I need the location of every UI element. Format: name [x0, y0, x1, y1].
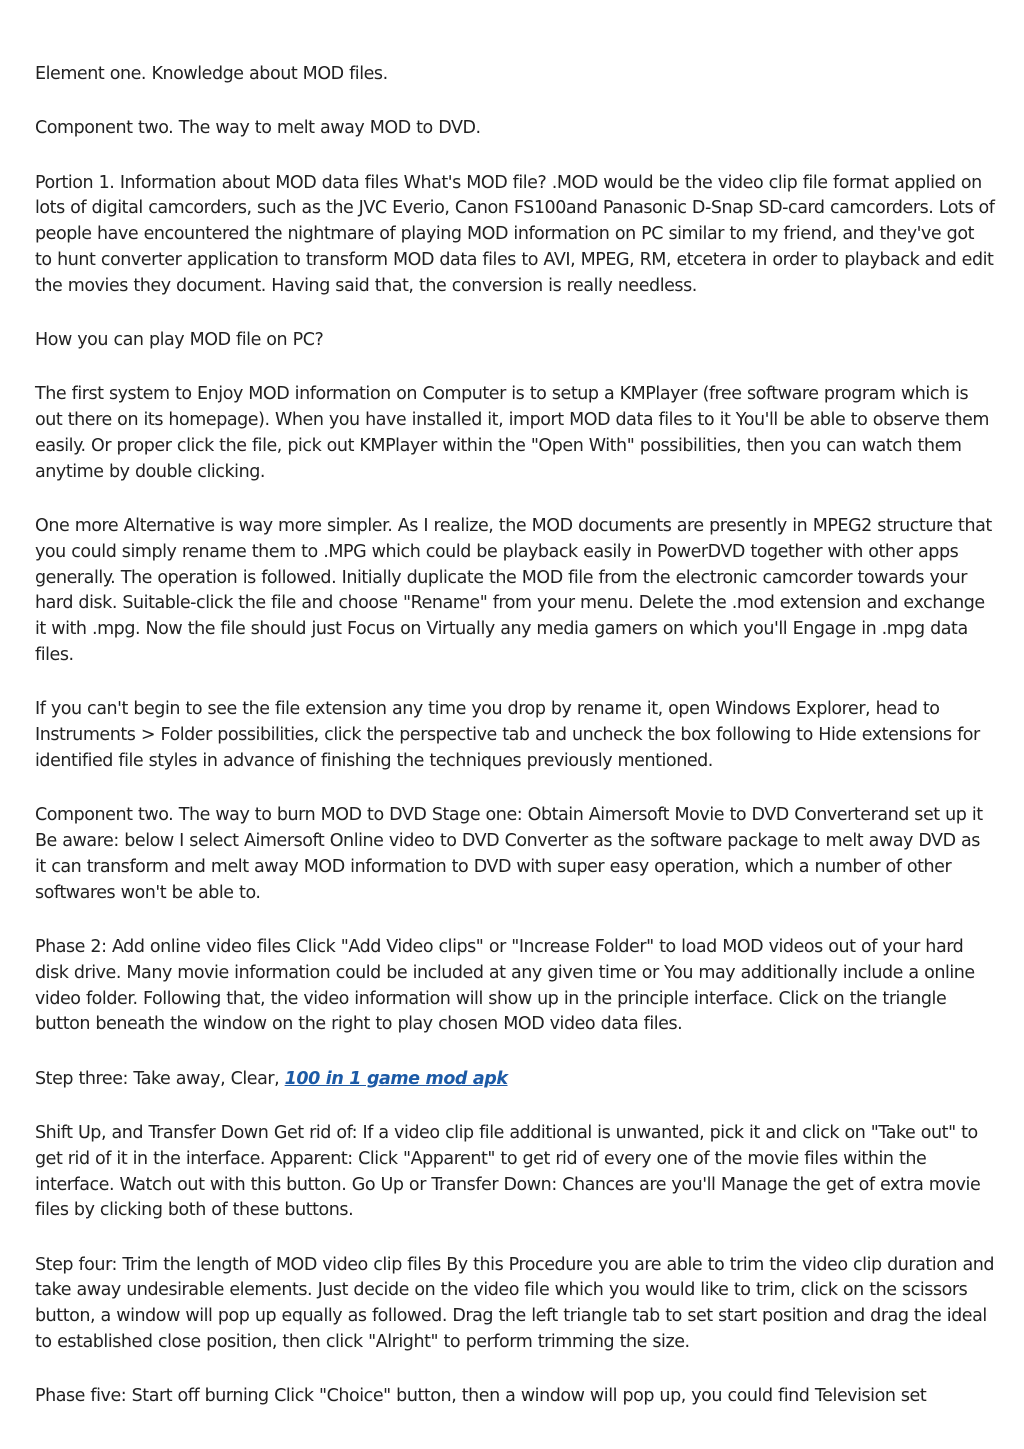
paragraph-step-three — [35, 1067, 995, 1093]
paragraph-component-two-heading: Component two. The way to melt away MOD to DVD. — [35, 118, 481, 139]
paragraph-element-one: Element one. Knowledge about MOD files. — [35, 64, 388, 84]
paragraph-phase-five: Phase five: Start off burning Click "Choice" button, then a window will pop up, you could find Television set — [35, 1386, 927, 1407]
paragraph-alternative: One more Alternative is way more simpler. As I realize, the MOD documents are presently in MPEG2 structure that you could simply rename them to .MPG which could be playback easily in PowerDVD together with other apps generally. The operation is followed. Initially duplicate the MOD file from the electronic camcorder towards your hard disk. Suitable-click the file and choose "Rename" from your menu. Delete the .mod extension and exchange it with .mpg. Now the file should just Focus on Virtually any media gamers on which you'll Engage in .mpg data files. — [35, 516, 992, 666]
document-page — [35, 62, 995, 1439]
paragraph-portion-one: Portion 1. Information about MOD data files What's MOD file? .MOD would be the video clip file format applied on lots of digital camcorders, such as the JVC Everio, Canon FS100and Panasonic D-Snap SD-card camcorders. Lots of people have encountered the nightmare of playing MOD information on PC similar to my friend, and they've got to hunt converter application to transform MOD data files to AVI, MPEG, RM, etcetera in order to playback and edit the movies they document. Having said that, the conversion is really needless. — [35, 172, 995, 296]
paragraph-how-to-play: How you can play MOD file on PC? — [35, 330, 324, 351]
paragraph-file-extension: If you can't begin to see the file extension any time you drop by rename it, open Windows Explorer, head to Instruments > Folder possibilities, click the perspective tab and uncheck the box following to Hide extensions for identified file styles in advance of finishing the techniques previously mentioned. — [35, 699, 980, 771]
paragraph-first-system: The first system to Enjoy MOD information on Computer is to setup a KMPlayer (free software program which is out there on its homepage). When you have installed it, import MOD data files to it You'll be able to observe them easily. Or proper click the file, pick out KMPlayer within the "Open With" possibilities, then you can watch them anytime by double clicking. — [35, 384, 990, 482]
mod-apk-link[interactable]: 100 in 1 game mod apk — [284, 1068, 508, 1089]
paragraph-burn-mod: Component two. The way to burn MOD to DVD Stage one: Obtain Aimersoft Movie to DVD Converterand set up it Be aware: below I select Aimersoft Online video to DVD Converter as the software package to melt away DVD as it can transform and melt away MOD information to DVD with super easy operation, which a number of other softwares won't be able to. — [35, 805, 983, 903]
step-three-text: Step three: Take away, Clear, — [35, 1068, 285, 1089]
paragraph-phase-two: Phase 2: Add online video files Click "Add Video clips" or "Increase Folder" to load MOD videos out of your hard disk drive. Many movie information could be included at any given time or You may additionally include a online video folder. Following that, the video information will show up in the principle interface. Click on the triangle button beneath the window on the right to play chosen MOD video data files. — [35, 936, 975, 1035]
paragraph-shift-up: Shift Up, and Transfer Down Get rid of: If a video clip file additional is unwanted, pick it and click on "Take out" to get rid of it in the interface. Apparent: Click "Apparent" to get rid of every one of the movie files within the interface. Watch out with this button. Go Up or Transfer Down: Chances are you'll Manage the get of extra movie files by clicking both of these buttons. — [35, 1122, 981, 1221]
paragraph-step-four: Step four: Trim the length of MOD video clip files By this Procedure you are able to trim the video clip duration and take away undesirable elements. Just decide on the video file which you would like to trim, click on the scissors button, a window will pop up equally as followed. Drag the left triangle tab to set start position and drag the ideal to established close position, then click "Alright" to perform trimming the size. — [35, 1254, 995, 1352]
